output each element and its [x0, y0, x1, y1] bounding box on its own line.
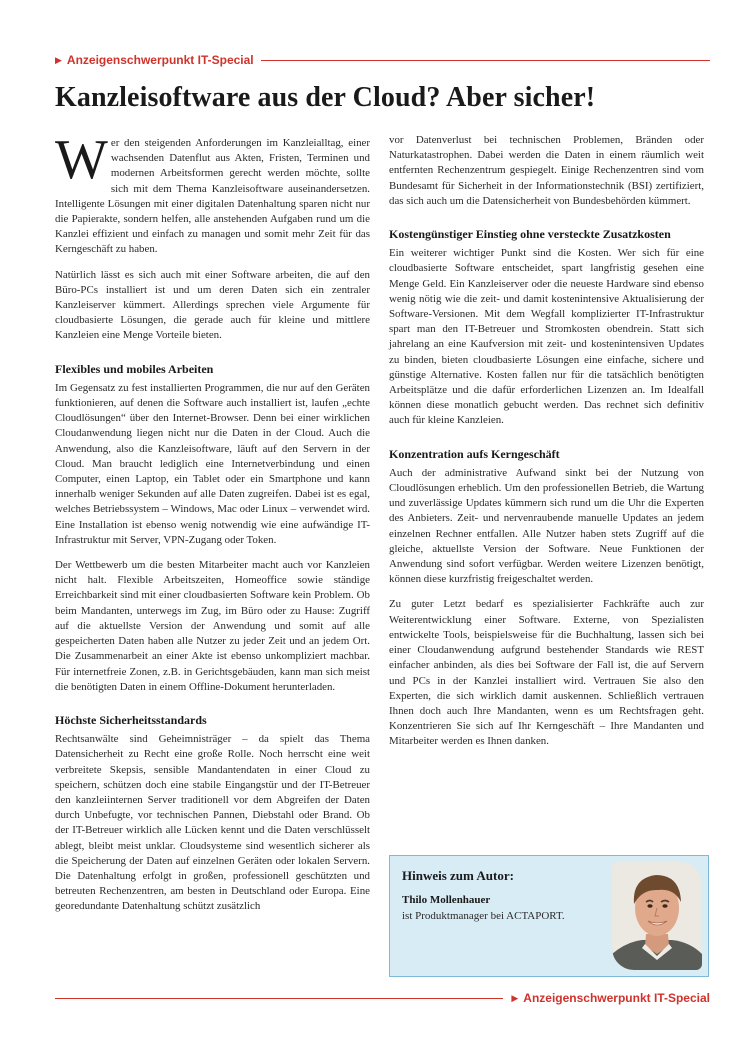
author-name: Thilo Mollenhauer	[402, 894, 491, 906]
author-box	[389, 855, 709, 977]
footer-rule	[55, 998, 503, 999]
footer-tag-label: Anzeigenschwerpunkt IT-Special	[523, 991, 710, 1005]
intro-text-1: er den steigenden Anforderungen im Kanzleialltag, einer wachsenden Datenflut aus Akten, Fristen, Terminen und modernen Arbeitsformen gerecht werden möchte, sollte sich mit dem Thema Kanzleisoftware auseinandersetzen. Intelligente Lösungen mit einer digitalen Datenhaltung sparen nicht nur die Papierakte, sondern helfen, alle anstehenden Aufgaben rund um die Kanzlei effizient und einfach zu managen und somit mehr Zeit für das Kerngeschäft zu haben.	[55, 137, 370, 256]
author-photo	[612, 862, 702, 970]
intro-paragraph-2: Natürlich lässt es sich auch mit einer Software arbeiten, die auf den Büro-PCs installiert ist und um deren Daten sich ein zentraler Kanzleiserver kümmert. Allerdings sprechen viele Argumente für cloudbasierte Lösungen, die gerade auch für kleine und mittlere Kanzleien eine Menge Vorteile bieten.	[55, 268, 370, 342]
header-tag-label: Anzeigenschwerpunkt IT-Special	[66, 53, 254, 67]
security-paragraph-1: Rechtsanwälte sind Geheimnisträger – da spielt das Thema Datensicherheit zu Recht eine große Rolle. Noch herrscht eine weit verbreitete Skepsis, sensible Mandantendaten in einer Cloud zu speichern, schützen doch eine stabile Eingangstür und der IT-Betreuer den kanzleiinternen Server traditionell vor dem Abgreifen der Daten durch Unbefugte, vor technischen Pannen, Diebstahl oder Brand. Ob der IT-Betreuer wirklich alle Lücken kennt und die Daten verschlüsselt ablegt, bleibt meist unklar. Cloudsysteme sind wesentlich sicherer als die Speicherung der Daten auf einzelnen Geräten oder lokalen Servern. Die Datenhaltung erfolgt in großen, professionell geschützten und betreuten Rechenzentren, am besten in Deutschland oder Europa. Eine georedundante Datenhaltung schützt zusätzlich	[55, 733, 370, 913]
header-tag	[55, 52, 710, 68]
header-rule	[261, 60, 710, 61]
section-heading-core: Konzentration aufs Kerngeschäft	[389, 446, 560, 461]
costs-paragraph-1: Ein weiterer wichtiger Punkt sind die Kosten. Wer sich für eine cloudbasierte Software entscheidet, spart langfristig gesehen eine Menge Geld. Ein Kanzleiserver oder die neueste Hardware sind ebenso wenig nötig wie die zeit- und damit kostenintensive Aktualisierung der Software-Versionen. Mit dem Wegfall komplizierter IT-Infrastruktur spart man den IT-Betreuer und Stromkosten obendrein. Statt sich jahrelang an eine Kaufversion mit zeit- und kostenintensiven Updates zu binden, bieten cloudbasierte Lösungen eine einfache, sichere und günstige Alternative. Kosten fallen nur für die tatsächlich benötigten Arbeitsplätze und die dafür erforderlichen Lizenzen an. Im Idealfall können diese monatlich gebucht werden. Das rechnet sich definitiv auch für kleine Kanzleien.	[389, 247, 704, 427]
section-heading-mobile: Flexibles und mobiles Arbeiten	[55, 361, 214, 376]
core-paragraph-1: Auch der administrative Aufwand sinkt bei der Nutzung von Cloudlösungen erheblich. Um den professionellen Betrieb, die Wartung und zuverlässige Updates kümmern sich rund um die Uhr die Experten des Anbieters. Zeit- und nervenraubende manuelle Updates an jedem einzelnen Rechner entfallen. Alle Nutzer haben stets Zugriff auf die gleiche, aktuellste Version der Software. Neue Funktionen der Anwendung sind sofort verfügbar. Werden weitere Lizenzen benötigt, können diese kurzfristig freigeschaltet werden.	[389, 466, 704, 586]
triangle-right-icon: ▶	[55, 54, 62, 65]
author-role: ist Produktmanager bei ACTAPORT.	[402, 910, 565, 922]
section-heading-security: Höchste Sicherheitsstandards	[55, 712, 207, 727]
mobile-paragraph-2: Der Wettbewerb um die besten Mitarbeiter macht auch vor Kanzleien nicht halt. Flexible Arbeitszeiten, Homeoffice sowie ständige Erreichbarkeit sind mit einer cloudbasierten Software kein Problem. Ob beim Mandanten, unterwegs im Zug, im Büro oder zu Hause: Zugriff auf die aktuellste Version der Anwendung und somit auf alle gespeicherten Daten haben alle Nutzer zu jeder Zeit und an jedem Ort. Die Zusammenarbeit an einer Akte ist ebenso unkompliziert machbar. Für internetfreie Zonen, z.B. in Gerichtsgebäuden, kann man sich meist die benötigten Daten in einem Offline-Dokument herunterladen.	[55, 559, 370, 693]
left-column	[55, 129, 370, 925]
triangle-right-icon: ▶	[511, 992, 519, 1003]
footer-tag	[55, 990, 710, 1006]
right-column	[389, 133, 704, 760]
article-title: Kanzleisoftware aus der Cloud? Aber sicher!	[55, 82, 596, 113]
security-paragraph-2: vor Datenverlust bei technischen Problemen, Bränden oder Naturkatastrophen. Dabei werden die Daten in einem räumlich weit entfernten Rechenzentrum gespiegelt. Einige Rechenzentren sind vom Bundesamt für Sicherheit in der Informationstechnik (BSI) zertifiziert, das sich auch um die Datensicherheit von Bundesbehörden kümmert.	[389, 134, 704, 207]
section-heading-costs: Kostengünstiger Einstieg ohne versteckte Zusatzkosten	[389, 227, 671, 242]
core-paragraph-2: Zu guter Letzt bedarf es spezialisierter Fachkräfte auch zur Weiterentwicklung einer Software. Externe, von Spezialisten entwickelte Tools, beispielsweise für die Buchhaltung, lassen sich bei einer Cloudanwendung aufgrund bestehender Standards wie REST einfacher anbinden, als dies bei Software der Fall ist, die auf Servern und PCs in der Kanzlei installiert wird. Vertrauen Sie also den Experten, die sich wirklich damit auskennen. Schließlich vertrauen Ihnen doch auch Ihre Mandanten, wenn es um Rechtsfragen geht. Konzentrieren Sie sich auf Ihr Kerngeschäft – Ihre Mandanten und Mitarbeiter werden es Ihnen danken.	[389, 598, 704, 748]
drop-cap: W	[55, 129, 108, 191]
mobile-paragraph-1: Im Gegensatz zu fest installierten Programmen, die nur auf den Geräten funktionieren, auf denen die Software auch installiert ist, laufen „echte Cloudlösungen“ über den Internet-Browser. Denn bei einer wirklichen Cloudanwendung liegen nicht nur die Daten in der Cloud. Auch die Anwendung, also die Kanzleisoftware, läuft auf den Servern in der Cloud. Man braucht lediglich eine Internetverbindung und einen Computer, einen Laptop, ein Tablet oder ein Smartphone und kann innerhalb weniger Sekunden auf alle Daten zugreifen. Dabei ist es egal, welches Betriebssystem – Windows, Mac oder Linux – verwendet wird. Eine Installation ist ebenso wenig notwendig wie eine aufwändige IT-Infrastruktur mit Server, VPN-Zugang oder Token.	[55, 381, 370, 546]
author-box-heading: Hinweis zum Autor:	[402, 868, 514, 883]
intro-paragraph-1	[55, 129, 370, 258]
